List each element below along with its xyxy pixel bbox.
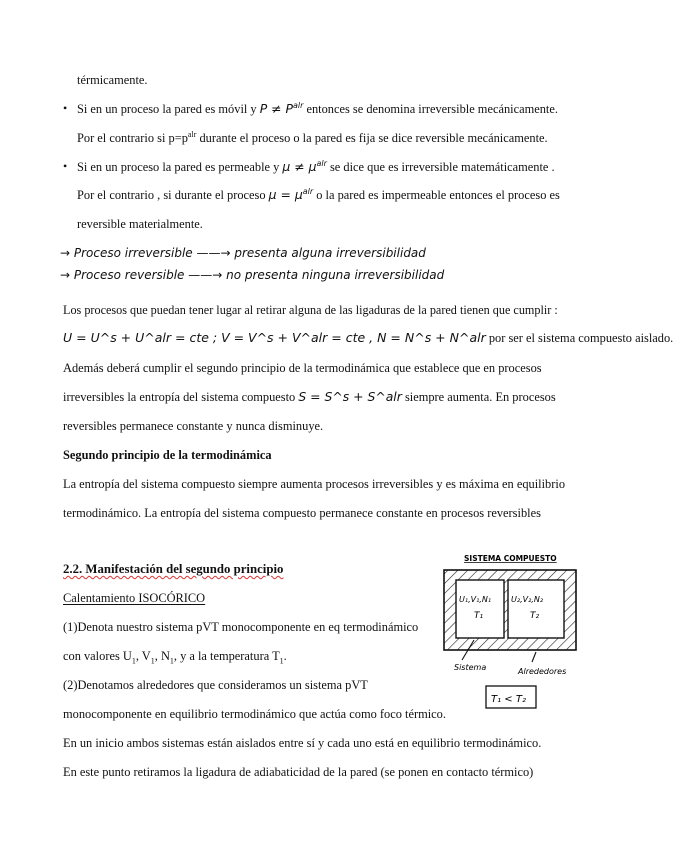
handwritten-note-1: → Proceso irreversible ——→ presenta alguna irreversibilidad — [60, 246, 426, 260]
bullet-line-2: Si en un proceso la pared es permeable y $\mu \ne \mu^{alr}$ se dice que es irreversible matemáticamente . — [77, 158, 555, 174]
surroundings-box — [508, 580, 564, 638]
arrow-alrededores — [532, 652, 536, 662]
composite-system-diagram — [436, 552, 586, 712]
section-heading: Segundo principio de la termodinámica — [63, 448, 272, 462]
label-alrededores: Alrededores — [518, 667, 567, 676]
label-sistema: Sistema — [454, 663, 487, 672]
bullet: • — [63, 101, 68, 115]
system-variables: U₁,V₁,N₁ — [459, 595, 492, 604]
surroundings-variables: U₂,V₂,N₂ — [511, 595, 544, 604]
text-line: En este punto retiramos la ligadura de adiabaticidad de la pared (se ponen en contacto térmico) — [63, 765, 534, 779]
section-heading-2-2: 2.2. Manifestación del segundo principio — [63, 562, 284, 576]
system-temperature: T₁ — [474, 611, 484, 621]
text-line: monocomponente en equilibrio termodinámico que actúa como foco térmico. — [63, 707, 446, 721]
text: entonces se denomina irreversible mecánicamente. — [306, 102, 558, 116]
text-line: térmicamente. — [77, 73, 148, 87]
equation-handwritten: U = U^s + U^alr = cte ; V = V^s + V^alr = cte , N = N^s + N^alr — [63, 330, 486, 345]
text: Si en un proceso la pared es móvil y — [77, 102, 257, 116]
system-box — [456, 580, 504, 638]
text-line: Por el contrario si $p=p^{alr}$ durante el proceso o la pared es fija se dice reversible mecánicamente. — [77, 129, 548, 145]
text-line: Los procesos que puedan tener lugar al retirar alguna de las ligaduras de la pared tienen que cumplir : — [63, 303, 558, 317]
text-line: Por el contrario , si durante el proceso $\mu = \mu^{alr}$ o la pared es impermeable entonces el proceso es — [77, 186, 560, 202]
text-line: La entropía del sistema compuesto siempre aumenta procesos irreversibles y es máxima en equilibrio — [63, 477, 566, 491]
text-line: termodinámico. La entropía del sistema compuesto permanece constante en procesos reversibles — [63, 506, 541, 520]
text-line: Además deberá cumplir el segundo principio de la termodinámica que establece que en procesos — [63, 361, 542, 375]
equation-line: U = U^s + U^alr = cte ; V = V^s + V^alr = cte , N = N^s + N^alr por ser el sistema compuesto aislado. — [63, 330, 673, 345]
text-line: (1)Denota nuestro sistema pVT monocomponente en eq termodinámico — [63, 620, 419, 634]
math-inline: $\mu = \mu^{alr}$ — [268, 186, 314, 202]
text-line: irreversibles la entropía del sistema compuesto S = S^s + S^alr siempre aumenta. En procesos — [63, 389, 556, 404]
text-line: reversibles permanece constante y nunca disminuye. — [63, 419, 324, 433]
handwritten-note-2: → Proceso reversible ——→ no presenta ninguna irreversibilidad — [60, 268, 445, 282]
bullet: • — [63, 159, 68, 173]
diagram-title: SISTEMA COMPUESTO — [464, 554, 557, 563]
text-line: con valores $U_1$, $V_1$, $N_1$, y a la temperatura $T_1$. — [63, 649, 287, 666]
text-line: (2)Denotamos alrededores que consideramos un sistema pVT — [63, 678, 368, 692]
equation-entropy: S = S^s + S^alr — [298, 389, 402, 404]
bullet-line-1 — [77, 101, 558, 117]
temperature-relation: T₁ < T₂ — [491, 694, 526, 705]
subheading: Calentamiento ISOCÓRICO — [63, 591, 206, 605]
text-line: reversible materialmente. — [77, 217, 203, 231]
math-inline: $\mu \ne \mu^{alr}$ — [282, 158, 327, 174]
math-inline: $P \ne P^{alr}$ — [259, 100, 304, 116]
text-line: En un inicio ambos sistemas están aislados entre sí y cada uno está en equilibrio termodinámico. — [63, 736, 542, 750]
surroundings-temperature: T₂ — [530, 611, 540, 621]
